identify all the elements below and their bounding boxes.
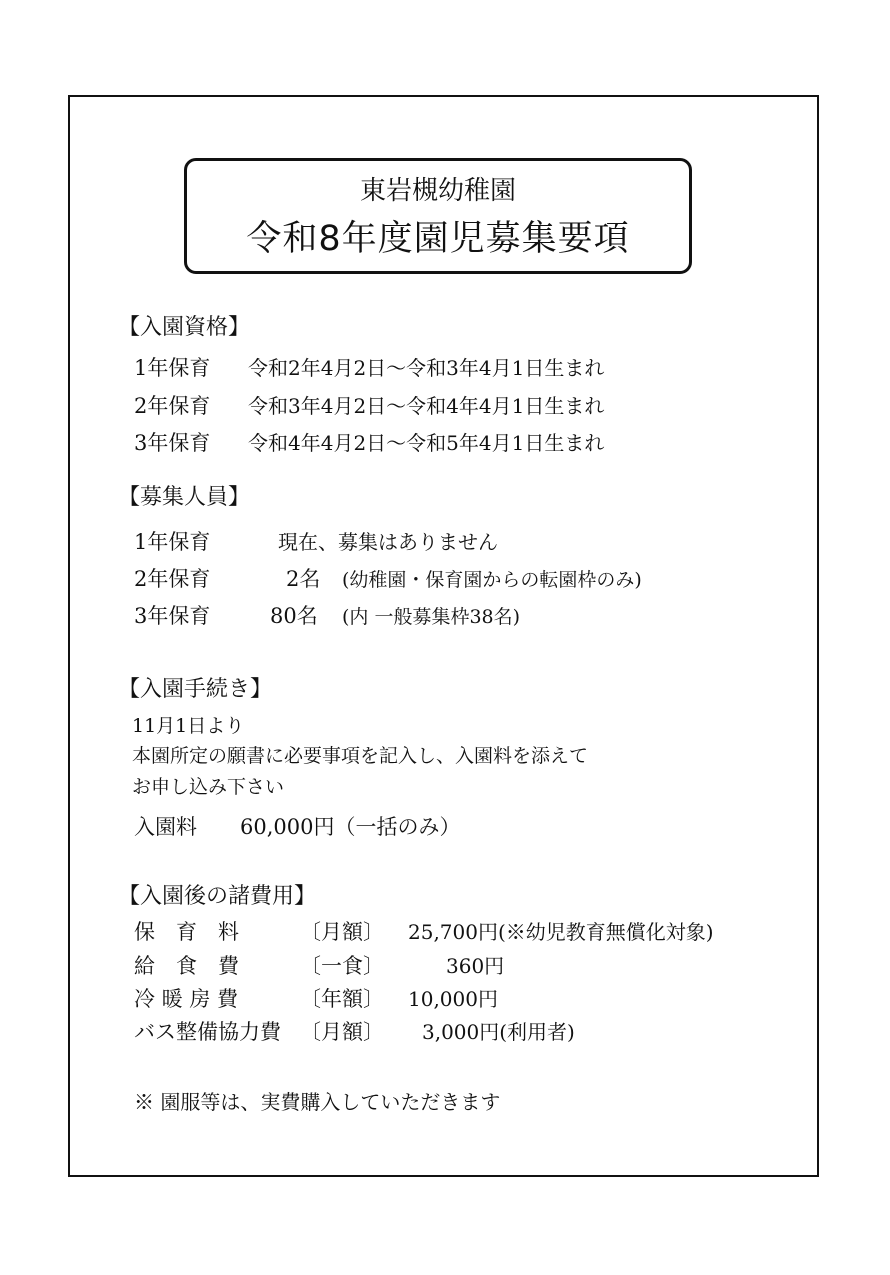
recruitment-note-3: (内 一般募集枠38名) <box>342 606 521 628</box>
recruitment-count-2: 2名 <box>286 567 321 591</box>
footnote: ※ 園服等は、実費購入していただきます <box>134 1090 501 1114</box>
cost-period-4: 〔月額〕 <box>300 1020 384 1044</box>
procedure-line-1: 本園所定の願書に必要事項を記入し、入園料を添えて <box>132 745 589 767</box>
eligibility-dates-1: 令和2年4月2日～令和3年4月1日生まれ <box>248 356 605 380</box>
recruitment-note-1: 現在、募集はありません <box>278 530 498 554</box>
recruitment-heading: 【募集人員】 <box>118 485 251 510</box>
cost-period-1: 〔月額〕 <box>300 920 384 944</box>
recruitment-label-1: 1年保育 <box>134 530 211 554</box>
cost-amount-2: 360円 <box>446 954 505 978</box>
cost-period-2: 〔一食〕 <box>300 954 384 978</box>
cost-amount-1: 25,700円(※幼児教育無償化対象) <box>408 920 714 944</box>
school-name: 東岩槻幼稚園 <box>359 176 516 206</box>
cost-label-1: 保 育 料 <box>134 920 239 944</box>
eligibility-label-1: 1年保育 <box>134 356 211 380</box>
recruitment-label-2: 2年保育 <box>134 567 211 591</box>
cost-amount-3: 10,000円 <box>408 987 498 1011</box>
costs-heading: 【入園後の諸費用】 <box>118 884 317 909</box>
recruitment-note-2: (幼稚園・保育園からの転園枠のみ) <box>342 569 642 591</box>
recruitment-label-3: 3年保育 <box>134 604 211 628</box>
procedure-start-date: 11月1日より <box>132 715 245 737</box>
title-box <box>184 158 692 274</box>
cost-label-4: バス整備協力費 <box>134 1020 281 1044</box>
cost-period-3: 〔年額〕 <box>300 987 384 1011</box>
eligibility-dates-2: 令和3年4月2日～令和4年4月1日生まれ <box>248 394 605 418</box>
cost-label-3: 冷 暖 房 費 <box>134 987 239 1011</box>
procedure-heading: 【入園手続き】 <box>118 677 273 702</box>
admission-fee-value: 60,000円（一括のみ） <box>240 815 461 839</box>
eligibility-label-2: 2年保育 <box>134 394 211 418</box>
recruitment-count-3: 80名 <box>270 604 318 628</box>
document-title: 令和8年度園児募集要項 <box>246 219 630 259</box>
cost-amount-4: 3,000円(利用者) <box>422 1020 575 1044</box>
eligibility-label-3: 3年保育 <box>134 431 211 455</box>
eligibility-heading: 【入園資格】 <box>118 315 251 340</box>
admission-fee-label: 入園料 <box>134 815 197 839</box>
eligibility-dates-3: 令和4年4月2日～令和5年4月1日生まれ <box>248 431 605 455</box>
cost-label-2: 給 食 費 <box>134 954 239 978</box>
procedure-line-2: お申し込み下さい <box>132 776 285 798</box>
